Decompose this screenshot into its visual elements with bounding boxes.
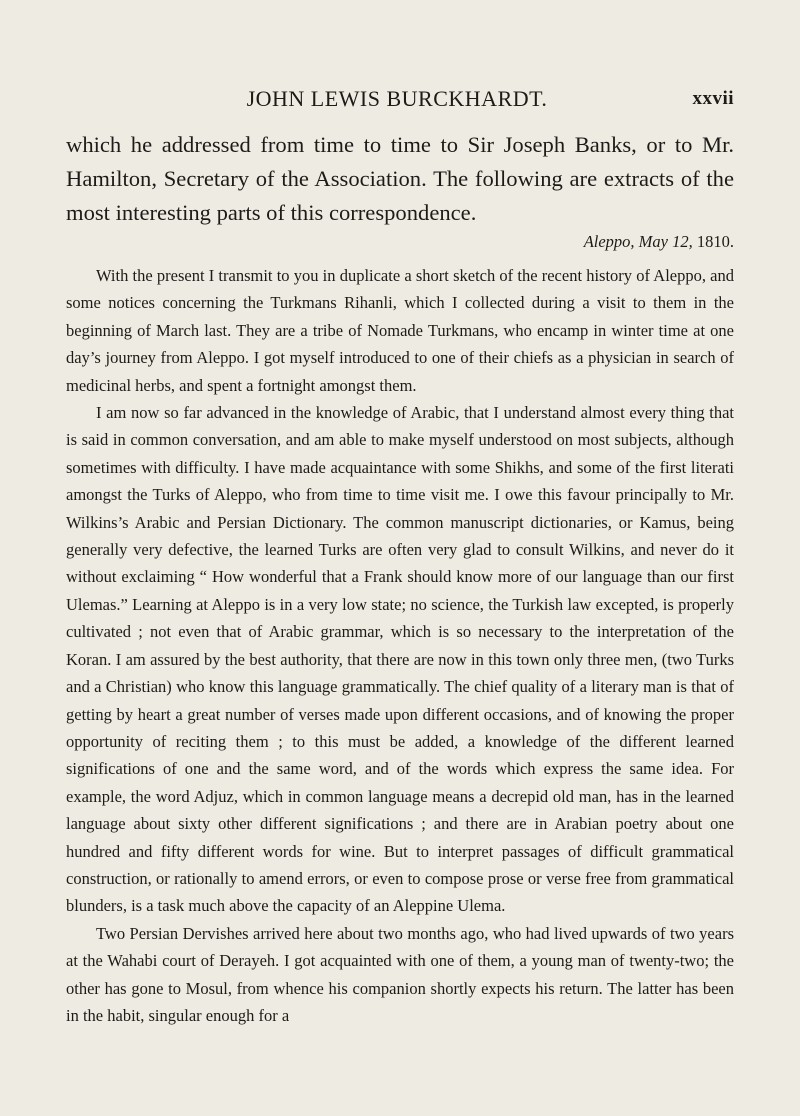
letter-dateline [584,232,734,252]
dateline-year: 1810. [696,232,734,251]
paragraph: With the present I transmit to you in duplicate a short sketch of the recent history of Aleppo, and some notices concerning the Turkmans Rihanli, which I collected during a visit to them in the beginning of March last. They are a tribe of Nomade Turkmans, who encamp in winter time at one day’s journey from Aleppo. I got myself introduced to one of their chiefs as a physician in search of medicinal herbs, and spent a fortnight amongst them. [66,266,734,395]
paragraph: Two Persian Dervishes arrived here about two months ago, who had lived upwards of two years at the Wahabi court of Derayeh. I got acquainted with one of them, a young man of twenty-two; the other has gone to Mosul, from whence his companion shortly expects his return. The latter has been in the habit, singular enough for a [66,923,734,1025]
intro-paragraph [66,128,734,230]
page-header [60,86,734,116]
running-title: JOHN LEWIS BURCKHARDT. [246,86,548,111]
intro-text: which he addressed from time to time to Sir Joseph Banks, or to Mr. Hamilton, Secretary of the Association. The following are extracts of the most interesting parts of this correspondence. [66,132,734,225]
paragraph: I am now so far advanced in the knowledge of Arabic, that I understand almost every thing that is said in common conversation, and am able to make myself understood on most subjects, although sometimes with difficulty. I have made acquaintance with some Shikhs, and some of the first literati amongst the Turks of Aleppo, who from time to time visit me. I owe this favour principally to Mr. Wilkins’s Arabic and Persian Dictionary. The common manuscript dictionaries, or Kamus, being generally very defective, the learned Turks are often very glad to consult Wilkins, and never do it without exclaiming “ How wonderful that a Frank should know more of our language than our first Ulemas.” Learning at Aleppo is in a very low state; no science, the Turkish law excepted, is properly cultivated ; not even that of Arabic grammar, which is so necessary to the interpretation of the Koran. I am assured by the best authority, that there are now in this town only three men, (two Turks and a Christian) who know this language grammatically. The chief quality of a literary man is that of getting by heart a great number of verses made upon different occasions, and of knowing the proper opportunity of reciting them ; to this must be added, a knowledge of the different learned significations of one and the same word, and of the words which express the same idea. For example, the word Adjuz, which in common language means a decrepid old man, has in the learned language about sixty other different significations ; and there are in Arabian poetry about one hundred and fifty different words for wine. But to interpret passages of difficult grammatical construction, or rationally to amend errors, or even to compose prose or verse free from grammatical blunders, is a task much above the capacity of an Aleppine Ulema. [66,403,734,916]
letter-body [66,262,734,1029]
page-number: xxvii [692,88,734,109]
dateline-place-date: Aleppo, May 12, [583,232,693,251]
